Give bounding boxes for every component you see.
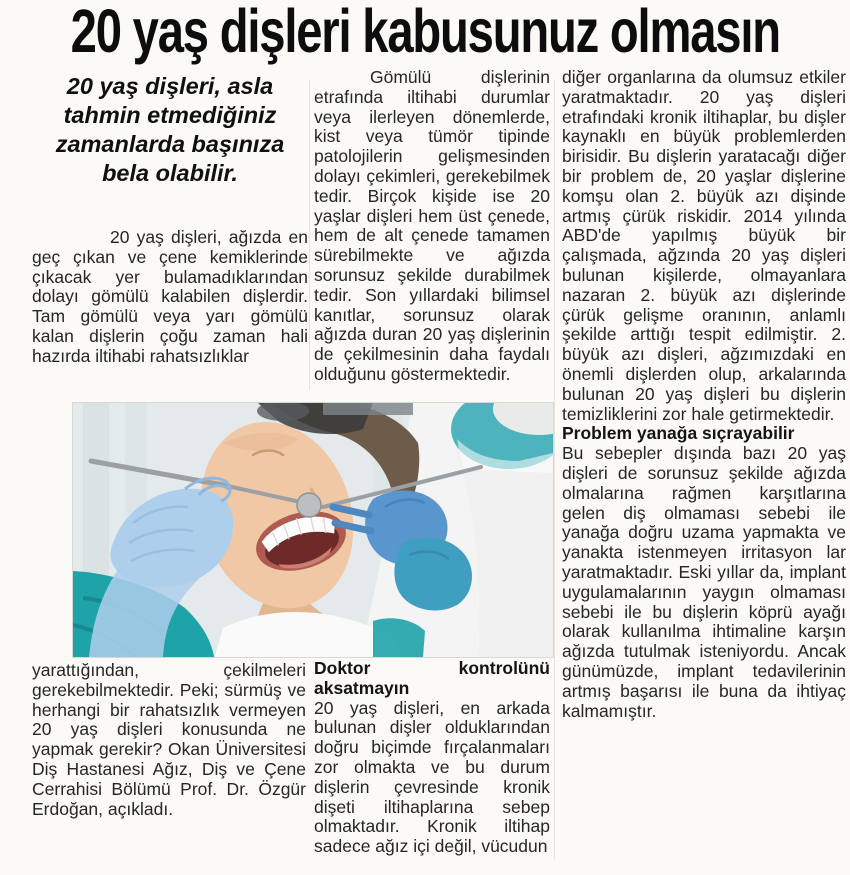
dental-procedure-illustration xyxy=(73,403,553,657)
paragraph: diğer organlarına da olumsuz etkiler yaratmaktadır. 20 yaş dişleri etrafındaki kronik iltihaplar, bu dişler kaynaklı en büyük problemlerden birisidir. Bu dişlerin yaratacağı diğer bir problem de, 20 yaşlar dişlerine komşu olan 2. büyük azı dişinde artmış çürük riskidir. 2014 yılında ABD'de yapılmış büyük bir çalışmada, ağzında 20 yaş dişleri bulunan kişilerde, olmayanlara nazaran 2. büyük azı dişlerinde çürük gelişme oranının, anlamlı şekilde arttığı tespit edilmiştir. 2. büyük azı dişleri, ağzımızdaki en önemli dişlerden olup, arkalarında bulunan 20 yaş dişleri bu dişlerin temizliklerini zor hale getirmektedir. xyxy=(562,67,846,424)
column-rule-right xyxy=(554,80,555,860)
article-headline-text: 20 yaş dişleri kabusunuz olmasın xyxy=(70,0,780,66)
right-column xyxy=(562,68,846,721)
paragraph: 20 yaş dişleri, ağızda en geç çıkan ve çene kemiklerinde çıkacak yer bulamadıklarından dolayı gömülü kalabilen dişlerdir. Tam gömülü veya yarı gömülü kalan dişlerin çoğu zaman hali hazırda iltihabi rahatsızlıklar xyxy=(32,227,308,366)
paragraph: yarattığından, çekilmeleri gerekebilmektedir. Peki; sürmüş ve herhangi bir rahatsızlık vermeyen 20 yaş dişleri konusunda ne yapmak gerekir? Okan Üniversitesi Diş Hastanesi Ağız, Diş ve Çene Cerrahisi Bölümü Prof. Dr. Özgür Erdoğan, açıkladı. xyxy=(32,660,306,819)
column-rule-left xyxy=(309,80,310,390)
middle-column-bottom xyxy=(314,659,550,857)
article-headline xyxy=(0,0,850,66)
paragraph: 20 yaş dişleri, en arkada bulunan dişler olduklarından doğru biçimde fırçalanmaları zor olmakta ve bu durum dişlerin çevresinde kronik dişeti iltihaplarına sebep olmaktadır. Kronik iltihap sadece ağız içi değil, vücudun xyxy=(314,697,550,857)
left-column-bottom xyxy=(32,661,306,819)
paragraph: Bu sebepler dışında bazı 20 yaş dişleri de sorunsuz şekilde ağızda olmalarına rağmen karşıtlarına gelen diş olmaması sebebi ile yanağa doğru uzama yapmakta ve yanakta istenmeyen irritasyon lar yaratmaktadır. Eski yıllar da, implant uygulamalarının yaygın olmaması sebebi ile bu dişlerin köprü ayağı olarak kullanılma ihtimaline karşın ağızda tutulmak isteniyordu. Ancak günümüzde, implant tedavilerinin artmış başarısı ile buna da ihtiyaç kalmamıştır. xyxy=(562,443,846,721)
article-photo xyxy=(73,403,553,657)
subhead-problem-yanak: Problem yanağa sıçrayabilir xyxy=(562,423,795,444)
dental-mirror xyxy=(297,493,321,517)
middle-column-top xyxy=(314,68,550,385)
subhead-doktor-kontrolu: Doktor kontrolünü aksatmayın xyxy=(314,658,550,698)
left-column-top xyxy=(32,228,308,367)
paragraph: Gömülü dişlerinin etrafında iltihabi durumlar veya ilerleyen dönemlerde, kist veya tümör tipinde patolojilerin gelişmesinden dolayı çekimleri, gerekebilmek tedir. Birçok kişide ise 20 yaşlar dişleri hem üst çenede, hem de alt çenede tamamen sürebilmekte ve ağızda sorunsuz şekilde durabilmek tedir. Son yıllardaki bilimsel kanıtlar, sorunsuz olarak ağızda duran 20 yaş dişlerinin de çekilmesinin daha faydalı olduğunu göstermektedir. xyxy=(314,67,550,384)
article-lede: 20 yaş dişleri, asla tahmin etmediğiniz zamanlarda başınıza bela olabilir. xyxy=(55,73,285,186)
